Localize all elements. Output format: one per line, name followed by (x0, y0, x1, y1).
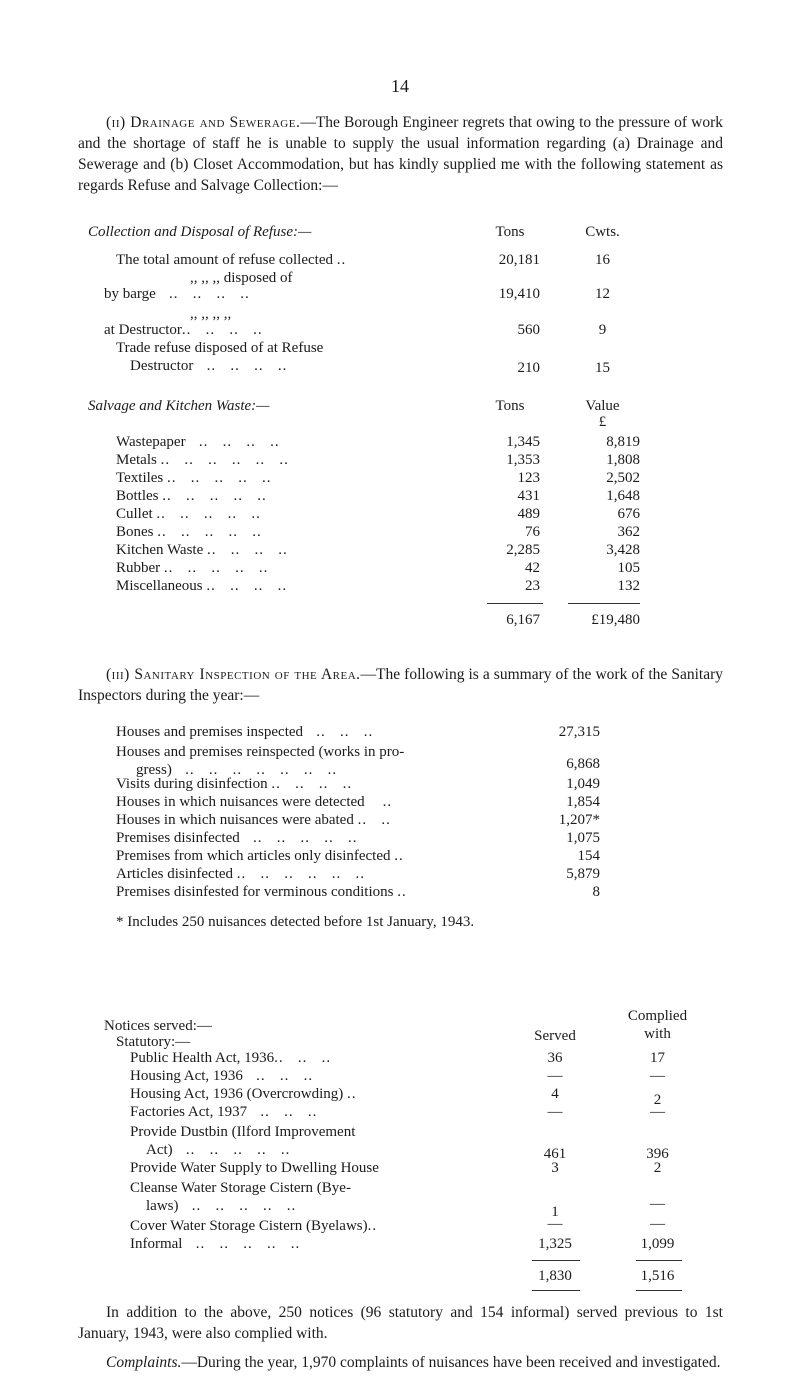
inspection-row-label: gress) .. .. .. .. .. .. .. (136, 762, 338, 778)
refuse-heading: Collection and Disposal of Refuse:— (88, 224, 312, 240)
notices-row-served: 4 (551, 1086, 559, 1102)
salvage-row-value: 8,819 (606, 434, 640, 450)
refuse-row-ditto: ,, ,, ,, ,, (190, 306, 232, 322)
inspection-row-value: 154 (577, 848, 600, 864)
notices-row-label-line1: Cleanse Water Storage Cistern (Bye- (130, 1180, 351, 1196)
inspection-row-value: 8 (592, 884, 600, 900)
salvage-row-tons: 23 (525, 578, 540, 594)
notices-row-complied: 1,099 (640, 1236, 675, 1252)
addition-paragraph: In addition to the above, 250 notices (96 statutory and 154 informal) served previous to 1st January, 1943, were also complied with. (78, 1304, 723, 1342)
notices-row-label: Informal .. .. .. .. .. (130, 1236, 301, 1252)
notices-row-label: Cover Water Storage Cistern (Byelaws).. (130, 1218, 378, 1234)
inspection-row-label: Premises from which articles only disinfected .. (116, 848, 404, 864)
refuse-col-cwts: Cwts. (585, 224, 620, 240)
drainage-heading: (ii) Drainage and Sewerage. (106, 114, 301, 131)
notices-row-label: Public Health Act, 1936.. .. .. (130, 1050, 332, 1066)
notices-total-rule (636, 1260, 682, 1261)
salvage-total-rule (487, 603, 543, 604)
refuse-row-cwts: 12 (595, 286, 610, 302)
notices-row-complied: 2 (653, 1160, 662, 1176)
complaints-paragraph (78, 1352, 723, 1373)
refuse-row-tons: 20,181 (498, 252, 540, 268)
salvage-row-value: 105 (617, 560, 640, 576)
drainage-text: —The Borough Engineer regrets that owing to the pressure of work and the shortage of staff he is unable to supply the usual information regarding (a) Drainage and Sewerage and (b) Closet Accommodation, but has kindly supplied me with the following statement as regards Refuse and Salvage Collection:— (78, 114, 723, 194)
notices-row-served: 36 (547, 1050, 563, 1066)
salvage-row-label: Kitchen Waste .. .. .. .. (116, 542, 288, 558)
salvage-row-value: 132 (617, 578, 640, 594)
inspection-footnote: * Includes 250 nuisances detected before 1st January, 1943. (116, 914, 475, 930)
inspection-row-value: 27,315 (558, 724, 600, 740)
notices-row-complied: — (650, 1104, 665, 1120)
refuse-row-tons: 210 (517, 360, 540, 376)
inspection-row-label: Houses and premises inspected .. .. .. (116, 724, 374, 740)
notices-col-complied-with: with (644, 1026, 671, 1042)
notices-row-complied: — (650, 1068, 665, 1084)
salvage-total-tons: 6,167 (506, 612, 540, 628)
salvage-row-value: 3,428 (606, 542, 640, 558)
notices-row-label: laws) .. .. .. .. .. (146, 1198, 297, 1214)
refuse-row-label: at Destructor.. .. .. .. (104, 322, 263, 338)
salvage-row-label: Wastepaper .. .. .. .. (116, 434, 280, 450)
salvage-total-value: £19,480 (591, 612, 640, 628)
inspection-row-value: 1,207* (558, 812, 600, 828)
inspection-text: —The following is a summary of the work of the Sanitary Inspectors during the year:— (78, 666, 723, 704)
salvage-row-tons: 489 (517, 506, 540, 522)
salvage-col-value: Value (585, 398, 620, 414)
inspection-row-value: 1,854 (566, 794, 600, 810)
notices-row-served: 1,325 (538, 1236, 572, 1252)
salvage-row-value: 1,648 (606, 488, 640, 504)
notices-total-underline (636, 1290, 682, 1291)
salvage-row-tons: 123 (517, 470, 540, 486)
inspection-row-label: Visits during disinfection .. .. .. .. (116, 776, 353, 792)
notices-row-served: 3 (551, 1160, 559, 1176)
notices-total-complied: 1,516 (640, 1268, 675, 1284)
inspection-row-value: 6,868 (566, 756, 600, 772)
notices-row-served: — (547, 1068, 563, 1084)
salvage-row-tons: 431 (517, 488, 540, 504)
salvage-row-value: 1,808 (606, 452, 640, 468)
complaints-heading: Complaints. (106, 1354, 182, 1371)
salvage-row-label: Miscellaneous .. .. .. .. (116, 578, 288, 594)
notices-total-served: 1,830 (538, 1268, 572, 1284)
notices-row-complied: — (650, 1196, 665, 1212)
notices-row-complied: 396 (646, 1146, 669, 1162)
salvage-row-label: Rubber .. .. .. .. .. (116, 560, 269, 576)
refuse-row-cwts: 15 (595, 360, 610, 376)
refuse-row-tons: 560 (517, 322, 540, 338)
notices-row-served: — (547, 1104, 563, 1120)
refuse-row-ditto: ,, ,, ,, disposed of (190, 270, 293, 286)
refuse-row-label: Destructor .. .. .. .. (130, 358, 288, 374)
salvage-row-tons: 2,285 (506, 542, 540, 558)
notices-row-label: Housing Act, 1936 .. .. .. (130, 1068, 314, 1084)
inspection-row-label: Articles disinfected .. .. .. .. .. .. (116, 866, 366, 882)
salvage-row-tons: 1,353 (506, 452, 540, 468)
salvage-heading: Salvage and Kitchen Waste:— (88, 398, 270, 414)
notices-row-label: Provide Water Supply to Dwelling House (130, 1160, 379, 1176)
salvage-row-tons: 42 (525, 560, 540, 576)
notices-row-served: 461 (543, 1146, 567, 1162)
notices-total-rule (532, 1260, 580, 1261)
salvage-row-label: Bones .. .. .. .. .. (116, 524, 262, 540)
salvage-row-label: Metals .. .. .. .. .. .. (116, 452, 289, 468)
notices-row-complied: 2 (653, 1092, 662, 1108)
page-number: 14 (391, 76, 409, 96)
notices-row-complied: 17 (650, 1050, 665, 1066)
salvage-row-value: 676 (617, 506, 640, 522)
inspection-row-label: Houses in which nuisances were abated .. .. (116, 812, 391, 828)
notices-subheading: Statutory:— (116, 1034, 191, 1050)
salvage-row-label: Bottles .. .. .. .. .. (116, 488, 267, 504)
inspection-row-label: Premises disinfected .. .. .. .. .. (116, 830, 358, 846)
notices-row-label: Housing Act, 1936 (Overcrowding) .. (130, 1086, 357, 1102)
refuse-row-cwts: 16 (595, 252, 610, 268)
notices-heading: Notices served:— (104, 1018, 212, 1034)
notices-row-served: 1 (551, 1204, 559, 1220)
salvage-row-label: Cullet .. .. .. .. .. (116, 506, 261, 522)
refuse-row-tons: 19,410 (498, 286, 540, 302)
inspection-row-label: Premises disinfested for verminous conditions .. (116, 884, 407, 900)
refuse-row-label: by barge .. .. .. .. (104, 286, 250, 302)
salvage-col-value-unit: £ (598, 414, 607, 430)
inspection-paragraph (78, 664, 723, 706)
notices-row-served: — (547, 1216, 563, 1232)
salvage-row-tons: 76 (525, 524, 540, 540)
salvage-row-value: 362 (617, 524, 640, 540)
refuse-row-label: The total amount of refuse collected .. (116, 252, 347, 268)
notices-row-label: Act) .. .. .. .. .. (146, 1142, 291, 1158)
inspection-row-value: 1,049 (566, 776, 600, 792)
inspection-row-label-line1: Houses and premises reinspected (works in pro- (116, 744, 405, 760)
inspection-row-value: 1,075 (566, 830, 600, 846)
notices-row-complied: — (650, 1216, 665, 1232)
drainage-paragraph (78, 112, 723, 196)
refuse-col-tons: Tons (495, 224, 525, 240)
notices-col-complied: Complied (627, 1008, 688, 1024)
inspection-row-value: 5,879 (566, 866, 600, 882)
salvage-col-tons: Tons (495, 398, 525, 414)
notices-col-served: Served (534, 1028, 576, 1044)
inspection-row-label: Houses in which nuisances were detected .. (116, 794, 393, 810)
refuse-row-cwts: 9 (598, 322, 607, 338)
notices-total-underline (532, 1290, 580, 1291)
salvage-total-rule (568, 603, 640, 604)
salvage-row-value: 2,502 (606, 470, 640, 486)
salvage-row-tons: 1,345 (506, 434, 540, 450)
complaints-text: —During the year, 1,970 complaints of nuisances have been received and investigated. (181, 1354, 721, 1371)
notices-row-label: Factories Act, 1937 .. .. .. (130, 1104, 318, 1120)
refuse-row-label-line1: Trade refuse disposed of at Refuse (116, 340, 324, 356)
inspection-heading: (iii) Sanitary Inspection of the Area. (106, 666, 361, 683)
salvage-row-label: Textiles .. .. .. .. .. (116, 470, 272, 486)
notices-row-label-line1: Provide Dustbin (Ilford Improvement (130, 1124, 356, 1140)
